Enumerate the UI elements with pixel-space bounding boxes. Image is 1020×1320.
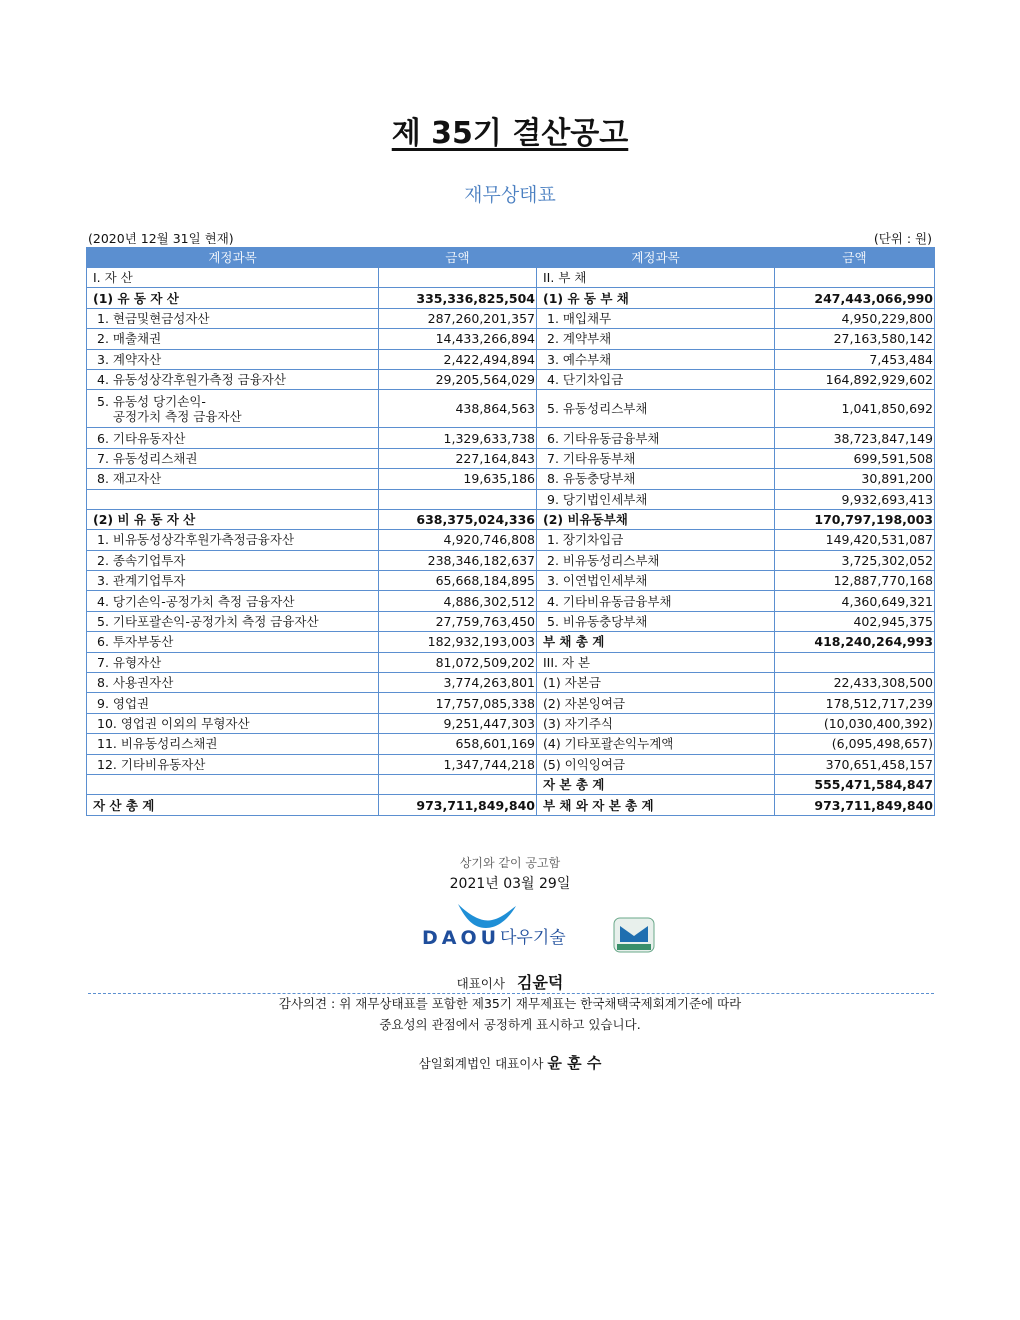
right-amount-cell: 555,471,584,847: [775, 774, 935, 794]
left-amount-cell: 658,601,169: [379, 734, 537, 754]
left-account-cell: 10. 영업권 이외의 무형자산: [87, 713, 379, 733]
right-amount-cell: 3,725,302,052: [775, 550, 935, 570]
left-amount-cell: 638,375,024,336: [379, 509, 537, 529]
right-amount-cell: 699,591,508: [775, 448, 935, 468]
table-row: [87, 795, 935, 815]
right-account-cell: II. 부 채: [537, 268, 775, 288]
table-row: [87, 530, 935, 550]
right-amount-cell: 178,512,717,239: [775, 693, 935, 713]
right-account-cell: 4. 기타비유동금융부채: [537, 591, 775, 611]
table-row: [87, 489, 935, 509]
right-account-cell: 5. 유동성리스부채: [537, 390, 775, 428]
representative: [0, 970, 1020, 993]
as-of-date: (2020년 12월 31일 현재): [88, 231, 234, 246]
table-row: [87, 632, 935, 652]
left-amount-cell: 29,205,564,029: [379, 369, 537, 389]
left-amount-cell: 973,711,849,840: [379, 795, 537, 815]
right-amount-cell: 170,797,198,003: [775, 509, 935, 529]
balance-sheet-table: [86, 247, 935, 816]
right-account-cell: 8. 유동충당부채: [537, 469, 775, 489]
statement-subtitle: 재무상태표: [464, 184, 556, 206]
right-account-cell: 2. 비유동성리스부채: [537, 550, 775, 570]
left-amount-cell: 2,422,494,894: [379, 349, 537, 369]
left-account-cell: 2. 매출채권: [87, 329, 379, 349]
left-account-cell: 7. 유형자산: [87, 652, 379, 672]
right-amount-cell: 973,711,849,840: [775, 795, 935, 815]
left-account-cell: 6. 투자부동산: [87, 632, 379, 652]
table-row: [87, 369, 935, 389]
left-amount-cell: [379, 489, 537, 509]
left-account-cell: 7. 유동성리스채권: [87, 448, 379, 468]
table-row: [87, 509, 935, 529]
left-account-cell: (1) 유 동 자 산: [87, 288, 379, 308]
table-row: [87, 550, 935, 570]
right-amount-cell: (10,030,400,392): [775, 713, 935, 733]
left-amount-cell: 227,164,843: [379, 448, 537, 468]
right-account-cell: (1) 유 동 부 채: [537, 288, 775, 308]
auditor-label: 삼일회계법인 대표이사: [418, 1056, 544, 1071]
left-account-cell: 4. 유동성상각후원가측정 금융자산: [87, 369, 379, 389]
table-row: [87, 774, 935, 794]
table-header-row: [87, 248, 935, 268]
left-amount-cell: 238,346,182,637: [379, 550, 537, 570]
notice-date: 2021년 03월 29일: [449, 876, 571, 892]
table-body: [87, 268, 935, 816]
auditor-signature: [0, 1052, 1020, 1073]
left-account-cell: 1. 현금및현금성자산: [87, 308, 379, 328]
right-account-cell: (5) 이익잉여금: [537, 754, 775, 774]
left-amount-cell: 9,251,447,303: [379, 713, 537, 733]
right-amount-cell: 22,433,308,500: [775, 673, 935, 693]
header-amount-left: 금액: [379, 248, 537, 268]
right-amount-cell: 27,163,580,142: [775, 329, 935, 349]
left-amount-cell: [379, 268, 537, 288]
right-amount-cell: 9,932,693,413: [775, 489, 935, 509]
table-row: [87, 308, 935, 328]
left-amount-cell: 81,072,509,202: [379, 652, 537, 672]
right-account-cell: (3) 자기주식: [537, 713, 775, 733]
header-account-right: 계정과목: [537, 248, 775, 268]
table-row: [87, 329, 935, 349]
right-amount-cell: 4,950,229,800: [775, 308, 935, 328]
auditor-name: 윤 훈 수: [547, 1054, 602, 1072]
table-row: [87, 611, 935, 631]
table-row: [87, 571, 935, 591]
left-amount-cell: 17,757,085,338: [379, 693, 537, 713]
left-account-cell: [87, 774, 379, 794]
right-account-cell: (1) 자본금: [537, 673, 775, 693]
left-account-cell: 8. 재고자산: [87, 469, 379, 489]
left-account-cell: I. 자 산: [87, 268, 379, 288]
table-row: [87, 390, 935, 428]
right-account-cell: 6. 기타유동금융부채: [537, 428, 775, 448]
left-account-cell: 1. 비유동성상각후원가측정금융자산: [87, 530, 379, 550]
right-account-cell: 부 채 와 자 본 총 계: [537, 795, 775, 815]
table-row: [87, 673, 935, 693]
right-account-cell: 1. 장기차입금: [537, 530, 775, 550]
seal-icon: [614, 918, 654, 952]
right-amount-cell: 1,041,850,692: [775, 390, 935, 428]
left-amount-cell: [379, 774, 537, 794]
right-account-cell: (2) 자본잉여금: [537, 693, 775, 713]
table-row: [87, 469, 935, 489]
left-amount-cell: 182,932,193,003: [379, 632, 537, 652]
left-amount-cell: 27,759,763,450: [379, 611, 537, 631]
right-account-cell: (4) 기타포괄손익누계액: [537, 734, 775, 754]
left-account-cell: 2. 종속기업투자: [87, 550, 379, 570]
audit-opinion: [0, 993, 1020, 1035]
unit-label: (단위 : 원): [873, 231, 932, 246]
right-amount-cell: 418,240,264,993: [775, 632, 935, 652]
right-amount-cell: [775, 268, 935, 288]
right-amount-cell: [775, 652, 935, 672]
notice-text: 상기와 같이 공고함: [459, 856, 561, 870]
left-amount-cell: 65,668,184,895: [379, 571, 537, 591]
table-row: [87, 693, 935, 713]
rep-name: 김윤덕: [516, 973, 564, 992]
company-name-kr: 다우기술: [500, 928, 566, 948]
right-amount-cell: 7,453,484: [775, 349, 935, 369]
left-amount-cell: 4,886,302,512: [379, 591, 537, 611]
left-account-cell: 11. 비유동성리스채권: [87, 734, 379, 754]
left-account-cell: 4. 당기손익-공정가치 측정 금융자산: [87, 591, 379, 611]
right-account-cell: III. 자 본: [537, 652, 775, 672]
left-amount-cell: 19,635,186: [379, 469, 537, 489]
right-amount-cell: 4,360,649,321: [775, 591, 935, 611]
left-amount-cell: 14,433,266,894: [379, 329, 537, 349]
daou-logo-text: DAOU: [422, 927, 501, 949]
right-amount-cell: 12,887,770,168: [775, 571, 935, 591]
left-account-cell: 자 산 총 계: [87, 795, 379, 815]
left-amount-cell: 1,329,633,738: [379, 428, 537, 448]
rep-label: 대표이사: [456, 976, 505, 991]
left-account-cell: 6. 기타유동자산: [87, 428, 379, 448]
table-row: [87, 652, 935, 672]
table-row: [87, 591, 935, 611]
left-account-cell: 8. 사용권자산: [87, 673, 379, 693]
right-amount-cell: 370,651,458,157: [775, 754, 935, 774]
left-account-cell: 5. 기타포괄손익-공정가치 측정 금융자산: [87, 611, 379, 631]
audit-line-2: 중요성의 관점에서 공정하게 표시하고 있습니다.: [379, 1017, 641, 1032]
right-account-cell: 3. 이연법인세부채: [537, 571, 775, 591]
right-account-cell: 4. 단기차입금: [537, 369, 775, 389]
left-amount-cell: 4,920,746,808: [379, 530, 537, 550]
right-account-cell: 1. 매입채무: [537, 308, 775, 328]
table-row: [87, 448, 935, 468]
page-title: 제 35기 결산공고: [391, 116, 629, 151]
statement-meta: [88, 229, 932, 247]
left-account-cell: (2) 비 유 동 자 산: [87, 509, 379, 529]
table-row: [87, 713, 935, 733]
table-row: [87, 428, 935, 448]
right-account-cell: 7. 기타유동부채: [537, 448, 775, 468]
left-account-cell: 3. 관계기업투자: [87, 571, 379, 591]
right-account-cell: 자 본 총 계: [537, 774, 775, 794]
left-amount-cell: 438,864,563: [379, 390, 537, 428]
table-row: [87, 288, 935, 308]
right-account-cell: 5. 비유동충당부채: [537, 611, 775, 631]
left-amount-cell: 287,260,201,357: [379, 308, 537, 328]
right-amount-cell: 402,945,375: [775, 611, 935, 631]
table-row: [87, 734, 935, 754]
header-amount-right: 금액: [775, 248, 935, 268]
table-row: [87, 349, 935, 369]
right-amount-cell: 149,420,531,087: [775, 530, 935, 550]
right-account-cell: (2) 비유동부채: [537, 509, 775, 529]
right-amount-cell: 38,723,847,149: [775, 428, 935, 448]
right-amount-cell: (6,095,498,657): [775, 734, 935, 754]
header-account-left: 계정과목: [87, 248, 379, 268]
left-account-cell: [87, 489, 379, 509]
right-amount-cell: 247,443,066,990: [775, 288, 935, 308]
left-account-cell: 9. 영업권: [87, 693, 379, 713]
left-account-cell: 3. 계약자산: [87, 349, 379, 369]
right-account-cell: 9. 당기법인세부채: [537, 489, 775, 509]
left-amount-cell: 3,774,263,801: [379, 673, 537, 693]
right-account-cell: 3. 예수부채: [537, 349, 775, 369]
left-amount-cell: 335,336,825,504: [379, 288, 537, 308]
left-account-cell: 12. 기타비유동자산: [87, 754, 379, 774]
table-row: [87, 754, 935, 774]
left-account-cell: 5. 유동성 당기손익- 공정가치 측정 금융자산: [87, 390, 379, 428]
table-row: [87, 268, 935, 288]
right-amount-cell: 164,892,929,602: [775, 369, 935, 389]
right-account-cell: 2. 계약부채: [537, 329, 775, 349]
right-amount-cell: 30,891,200: [775, 469, 935, 489]
company-logos: [422, 900, 682, 960]
audit-line-1: 감사의견 : 위 재무상태표를 포함한 제35기 재무제표는 한국채택국제회계기준에 따라: [278, 996, 742, 1011]
right-account-cell: 부 채 총 계: [537, 632, 775, 652]
daou-logo: [422, 900, 682, 960]
left-amount-cell: 1,347,744,218: [379, 754, 537, 774]
